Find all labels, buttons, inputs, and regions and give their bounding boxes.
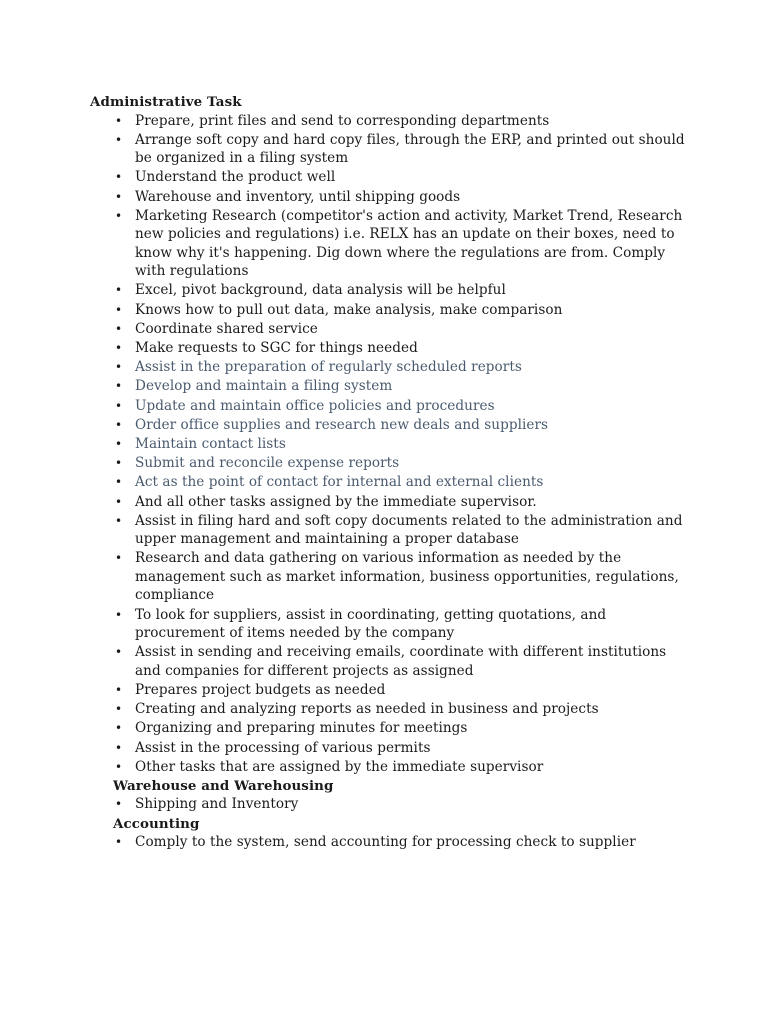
administrative-task-list [90, 112, 690, 777]
list-item [90, 207, 690, 281]
list-item [90, 758, 690, 777]
list-item [90, 739, 690, 758]
list-item [90, 168, 690, 187]
bullet-icon: • [115, 341, 123, 355]
bullet-icon: • [115, 321, 123, 336]
list-item [90, 416, 690, 435]
list-item [90, 795, 690, 814]
list-item [90, 512, 690, 549]
list-item-text: Maintain contact lists [135, 435, 286, 452]
list-item-text: Arrange soft copy and hard copy files, through the ERP, and printed out should be organized in a filing system [135, 131, 685, 167]
document-content [90, 93, 690, 852]
list-item-text: Comply to the system, send accounting for processing check to supplier [135, 834, 636, 851]
bullet-icon: • [115, 759, 123, 774]
list-item-text: Research and data gathering on various information as needed by the management such as market information, business opportunities, regulations, compliance [135, 550, 679, 604]
bullet-icon: • [115, 721, 123, 736]
list-item [90, 454, 690, 473]
list-item-text: Organizing and preparing minutes for meetings [135, 720, 468, 737]
list-item [90, 320, 690, 339]
list-item-text: Make requests to SGC for things needed [135, 340, 418, 356]
bullet-icon: • [115, 513, 123, 528]
list-item [90, 643, 690, 680]
list-item [90, 606, 690, 643]
accounting-section-heading: Accounting [113, 815, 200, 832]
bullet-icon: • [115, 456, 123, 471]
list-item [90, 281, 690, 300]
bullet-icon: • [115, 132, 123, 147]
list-item [90, 549, 690, 605]
list-item-text: Submit and reconcile expense reports [135, 455, 400, 472]
bullet-icon: • [115, 551, 123, 566]
list-item [90, 188, 690, 207]
list-item [90, 681, 690, 700]
list-item-text: Assist in the processing of various permits [135, 739, 431, 756]
bullet-icon: • [115, 702, 123, 717]
list-item-text: Order office supplies and research new deals and suppliers [135, 416, 549, 433]
list-item [90, 833, 690, 852]
list-item [90, 358, 690, 377]
list-item [90, 719, 690, 738]
list-item-text: Shipping and Inventory [135, 796, 299, 813]
list-item [90, 131, 690, 168]
list-item-text: Update and maintain office policies and procedures [135, 397, 495, 414]
bullet-icon: • [115, 417, 123, 432]
bullet-icon: • [115, 835, 123, 850]
list-item-text: Assist in sending and receiving emails, coordinate with different institutions and companies for different projects as assigned [135, 644, 667, 679]
document-title: Administrative Task [90, 94, 242, 110]
list-item-text: To look for suppliers, assist in coordinating, getting quotations, and procurement of items needed by the company [135, 606, 607, 642]
list-item [90, 700, 690, 719]
list-item [90, 435, 690, 454]
bullet-icon: • [115, 302, 123, 317]
list-item-text: Warehouse and inventory, until shipping goods [135, 188, 461, 205]
bullet-icon: • [115, 189, 123, 204]
bullet-icon: • [115, 436, 123, 451]
bullet-icon: • [115, 170, 123, 185]
accounting-task-list [90, 833, 690, 852]
list-item-text: Develop and maintain a filing system [135, 378, 393, 395]
bullet-icon: • [115, 475, 123, 490]
list-item-text: Knows how to pull out data, make analysis, make comparison [135, 301, 563, 318]
list-item-text: Marketing Research (competitor's action and activity, Market Trend, Research new policies and regulations) i.e. RELX has an update on their boxes, need to know why it's happening. Dig down where the regulations are from. Comply with regulations [135, 207, 683, 280]
bullet-icon: • [115, 740, 123, 755]
list-item [90, 493, 690, 512]
list-item-text: Assist in the preparation of regularly scheduled reports [135, 359, 522, 376]
bullet-icon: • [115, 797, 123, 812]
list-item-text: Act as the point of contact for internal and external clients [135, 474, 544, 491]
list-item-text: Assist in filing hard and soft copy documents related to the administration and upper management and maintaining a proper database [135, 512, 683, 548]
warehouse-section-heading: Warehouse and Warehousing [113, 777, 334, 794]
bullet-icon: • [115, 645, 123, 660]
bullet-icon: • [115, 607, 123, 622]
bullet-icon: • [115, 379, 123, 394]
list-item [90, 112, 690, 131]
list-item [90, 339, 690, 358]
bullet-icon: • [115, 398, 123, 413]
list-item [90, 473, 690, 492]
list-item-text: And all other tasks assigned by the immediate supervisor. [135, 493, 537, 510]
bullet-icon: • [115, 208, 123, 223]
list-item [90, 301, 690, 320]
list-item-text: Creating and analyzing reports as needed in business and projects [135, 701, 599, 718]
bullet-icon: • [115, 682, 123, 697]
list-item [90, 397, 690, 416]
list-item-text: Excel, pivot background, data analysis will be helpful [135, 282, 506, 299]
list-item-text: Coordinate shared service [135, 320, 318, 337]
bullet-icon: • [115, 113, 123, 128]
bullet-icon: • [115, 360, 123, 375]
list-item-text: Other tasks that are assigned by the immediate supervisor [135, 758, 544, 775]
bullet-icon: • [115, 494, 123, 509]
list-item-text: Prepares project budgets as needed [135, 681, 386, 698]
list-item-text: Prepare, print files and send to corresponding departments [135, 112, 550, 129]
bullet-icon: • [115, 283, 123, 298]
warehouse-task-list [90, 795, 690, 814]
list-item [90, 377, 690, 396]
list-item-text: Understand the product well [135, 169, 336, 186]
